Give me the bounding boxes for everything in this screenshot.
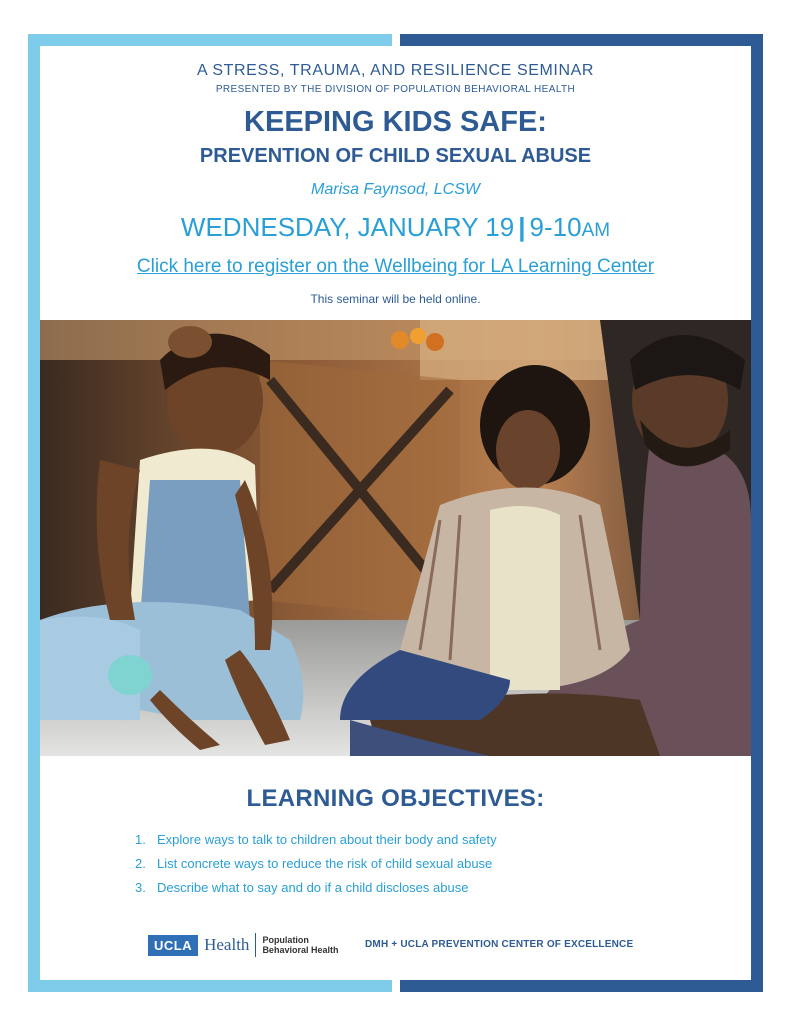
item-number: 3. [135, 880, 146, 895]
border-top-right [400, 34, 763, 46]
border-left [28, 34, 40, 992]
logo-ucla: UCLA [148, 935, 198, 956]
event-time: 9-10 [529, 212, 582, 242]
list-item [135, 854, 497, 878]
event-time-suffix: AM [581, 220, 611, 241]
event-date: WEDNESDAY, JANUARY 19 [180, 212, 515, 242]
family-photo [40, 320, 751, 756]
list-item [135, 878, 497, 902]
partner-text: DMH + UCLA PREVENTION CENTER OF EXCELLENCE [365, 939, 634, 950]
location-note: This seminar will be held online. [310, 292, 481, 306]
item-number: 2. [135, 856, 146, 871]
item-text: List concrete ways to reduce the risk of child sexual abuse [157, 856, 493, 871]
objectives-list [135, 830, 497, 902]
list-item [135, 830, 497, 854]
page-subtitle: PREVENTION OF CHILD SEXUAL ABUSE [199, 145, 592, 167]
border-bottom-right [400, 980, 763, 992]
presented-by: PRESENTED BY THE DIVISION OF POPULATION BEHAVIORAL HEALTH [215, 84, 576, 95]
logo-health: Health [204, 935, 250, 954]
date-separator: | [518, 212, 526, 242]
series-title: A STRESS, TRAUMA, AND RESILIENCE SEMINAR [196, 62, 595, 79]
ucla-health-logo [148, 932, 338, 958]
logo-unit-line2: Behavioral Health [262, 945, 339, 955]
logo-unit-line1: Population [262, 935, 309, 945]
logo-unit [262, 935, 338, 955]
border-bottom-left [28, 980, 392, 992]
register-link[interactable]: Click here to register on the Wellbeing for LA Learning Center [136, 256, 655, 277]
item-text: Explore ways to talk to children about their body and safety [157, 832, 497, 847]
item-text: Describe what to say and do if a child discloses abuse [157, 880, 469, 895]
item-number: 1. [135, 832, 146, 847]
date-time-line [40, 212, 751, 243]
border-right [751, 34, 763, 992]
page-title: KEEPING KIDS SAFE: [244, 106, 547, 138]
border-top-left [28, 34, 392, 46]
speaker-name: Marisa Faynsod, LCSW [311, 181, 480, 198]
objectives-heading: LEARNING OBJECTIVES: [246, 785, 545, 812]
logo-divider [255, 933, 256, 957]
